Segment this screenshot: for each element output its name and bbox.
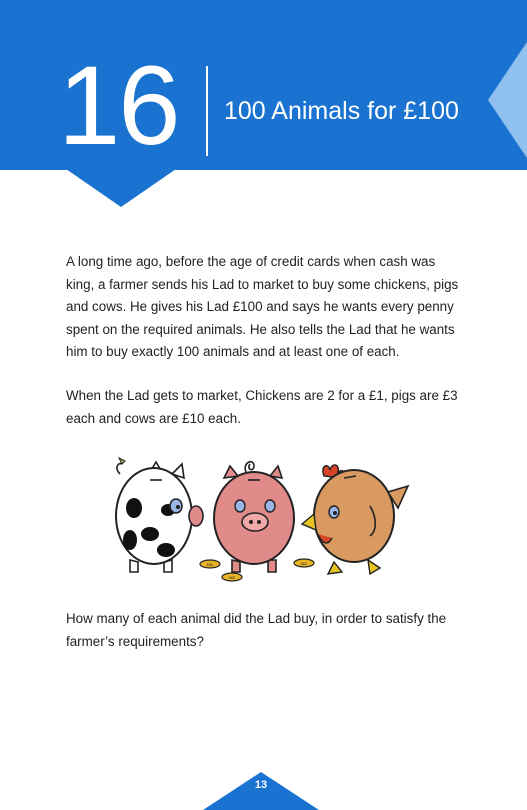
chapter-title: 100 Animals for £100 bbox=[224, 97, 459, 125]
cow-piggy-bank-icon bbox=[116, 458, 203, 572]
chicken-piggy-bank-icon bbox=[302, 465, 408, 574]
intro-paragraph: A long time ago, before the age of credit cards when cash was king, a farmer sends his Lad to market to buy some chickens, pigs and cows. He gives his Lad £100 and says he wants every penny spent on the required animals. He also tells the Lad that he wants him to buy exactly 100 animals and at least one of each. bbox=[66, 254, 459, 359]
footer-triangle bbox=[203, 772, 319, 810]
banner-arrow-decoration bbox=[488, 42, 527, 158]
chapter-number: 16 bbox=[58, 43, 179, 168]
coin-label: £££ bbox=[300, 561, 308, 566]
coin-label: £££ bbox=[206, 562, 214, 567]
banner-notch bbox=[66, 169, 176, 207]
banner-divider bbox=[206, 66, 208, 156]
piggy-banks-illustration bbox=[106, 450, 416, 590]
page-number: 13 bbox=[254, 779, 268, 791]
prices-paragraph: When the Lad gets to market, Chickens are 2 for a £1, pigs are £3 each and cows are £10 each. bbox=[66, 388, 458, 426]
coin-label: £££ bbox=[228, 575, 236, 580]
pig-piggy-bank-icon bbox=[214, 462, 294, 572]
question-paragraph: How many of each animal did the Lad buy, in order to satisfy the farmer’s requirements? bbox=[66, 611, 447, 649]
